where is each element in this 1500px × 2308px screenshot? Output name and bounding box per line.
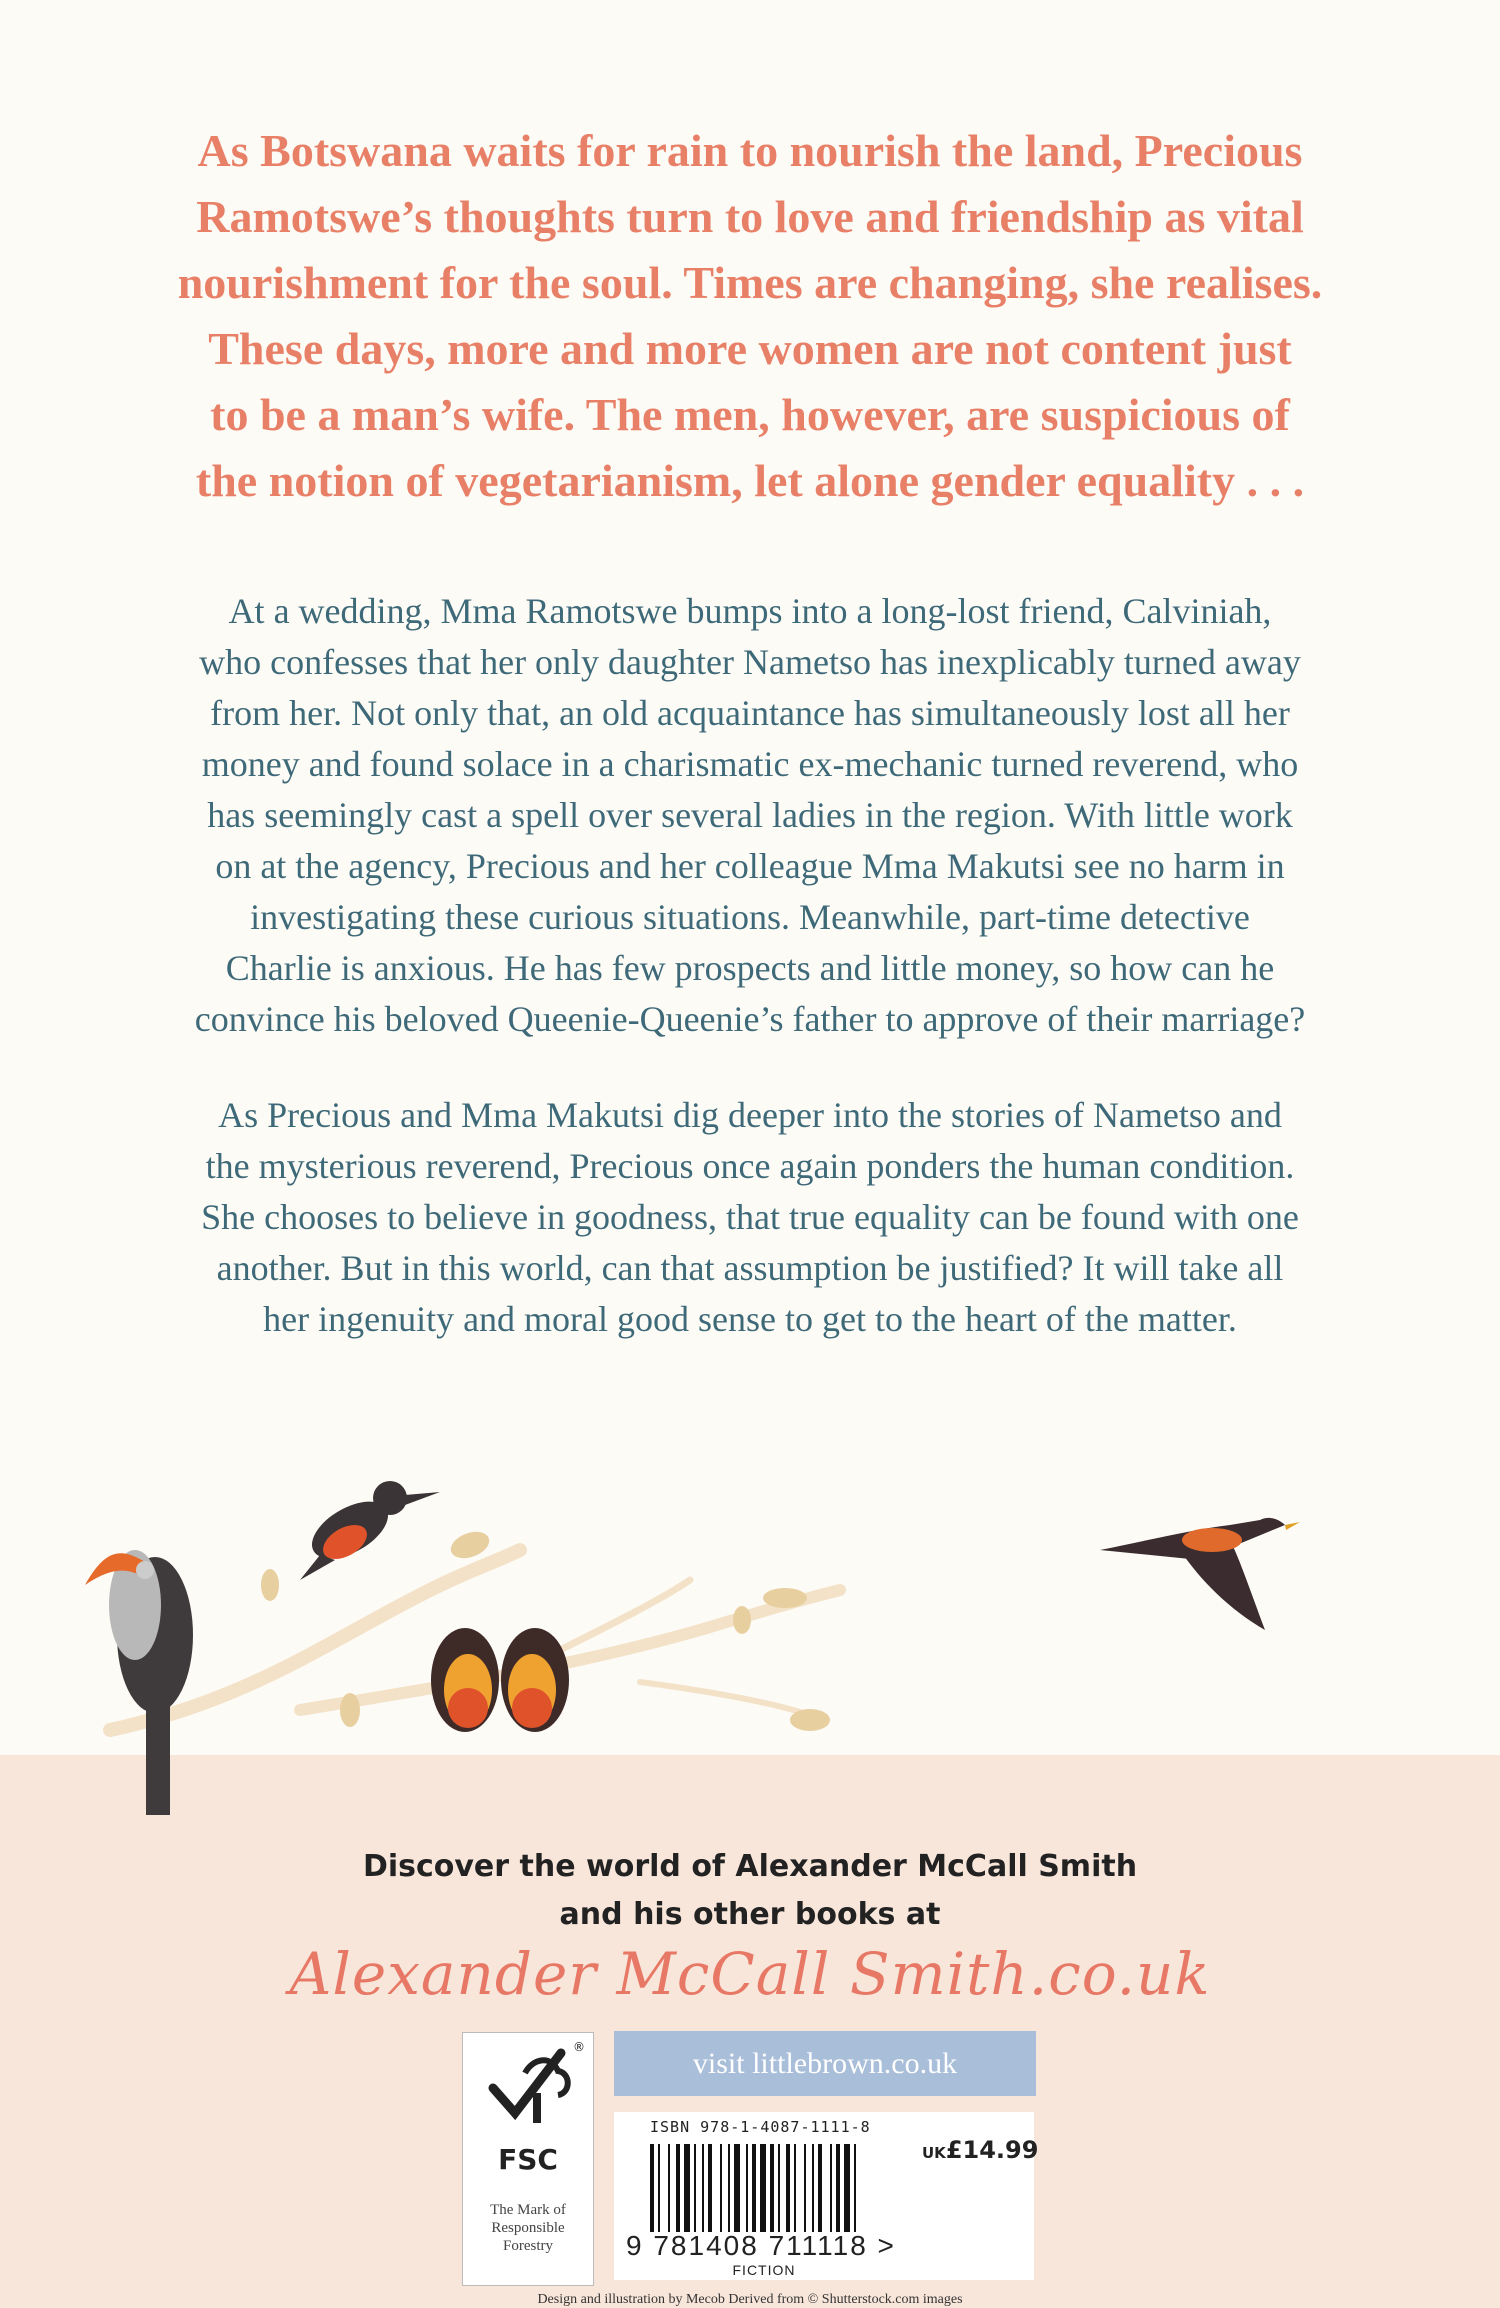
barcode-bar — [812, 2144, 814, 2232]
barcode-bar — [746, 2144, 748, 2232]
barcode-bar — [720, 2144, 722, 2232]
blurb-line: the notion of vegetarianism, let alone gender equality . . . — [195, 455, 1305, 506]
price-value: £14.99 — [945, 2136, 1039, 2164]
fsc-tagline-line: Responsible — [491, 2220, 565, 2236]
discover-text — [0, 1843, 1500, 1939]
ean-digits: 9 781408 711118 > — [626, 2230, 896, 2261]
blurb-line: nourishment for the soul. Times are changing, she realises. — [177, 257, 1323, 308]
sunbird-icon — [300, 1481, 440, 1580]
barcode-bar — [844, 2144, 850, 2232]
price-label — [922, 2136, 1038, 2164]
publisher-link[interactable]: visit littlebrown.co.uk — [614, 2031, 1036, 2096]
text-line: investigating these curious situations. Meanwhile, part-time detective — [250, 897, 1250, 937]
barcode-bar — [676, 2144, 680, 2232]
barcode-bar — [650, 2144, 654, 2232]
barcode-bar — [830, 2144, 832, 2232]
design-credit: Design and illustration by Mecob Derived from © Shutterstock.com images — [537, 2292, 963, 2307]
barcode-bar — [786, 2144, 790, 2232]
text-line: has seemingly cast a spell over several ladies in the region. With little work — [207, 795, 1293, 835]
birds-illustration — [0, 1450, 1500, 1840]
blurb-line: As Botswana waits for rain to nourish the land, Precious — [197, 125, 1303, 176]
fsc-tagline — [463, 2201, 593, 2255]
barcode-bar — [836, 2144, 840, 2232]
barcode-bar — [770, 2144, 774, 2232]
svg-text:®: ® — [573, 2040, 585, 2054]
barcode-bar — [854, 2144, 856, 2232]
discover-line: and his other books at — [559, 1897, 941, 1932]
barcode-icon — [650, 2144, 920, 2232]
text-line: convince his beloved Queenie-Queenie’s father to approve of their marriage? — [194, 999, 1306, 1039]
barcode-bar — [694, 2144, 696, 2232]
isbn-text: ISBN 978-1-4087-1111-8 — [650, 2118, 871, 2136]
text-line: from her. Not only that, an old acquaintance has simultaneously lost all her — [210, 693, 1290, 733]
price-prefix: UK — [922, 2144, 946, 2162]
barcode-bar — [804, 2144, 806, 2232]
text-line: the mysterious reverend, Precious once again ponders the human condition. — [205, 1146, 1295, 1186]
discover-line: Discover the world of Alexander McCall Smith — [362, 1849, 1138, 1884]
blurb-line: to be a man’s wife. The men, however, are suspicious of — [210, 389, 1290, 440]
barcode-bar — [658, 2144, 660, 2232]
blurb-line: These days, more and more women are not content just — [208, 323, 1292, 374]
text-line: on at the agency, Precious and her colleague Mma Makutsi see no harm in — [215, 846, 1285, 886]
synopsis-paragraph-2 — [100, 1090, 1400, 1345]
tree-checkmark-icon — [463, 2033, 593, 2143]
barcode-bar — [708, 2144, 712, 2232]
barcode-bar — [752, 2144, 756, 2232]
text-line: Charlie is anxious. He has few prospects and little money, so how can he — [225, 948, 1275, 988]
hornbill-icon — [85, 1550, 193, 1815]
blurb-line: Ramotswe’s thoughts turn to love and friendship as vital — [196, 191, 1304, 242]
flying-bird-icon — [1100, 1518, 1300, 1630]
barcode-panel — [614, 2112, 1039, 2280]
text-line: another. But in this world, can that assumption be justified? It will take all — [216, 1248, 1284, 1288]
fsc-logo — [462, 2032, 594, 2286]
barcode-bar — [818, 2144, 822, 2232]
fsc-tagline-line: The Mark of — [490, 2202, 566, 2218]
text-line: money and found solace in a charismatic ex-mechanic turned reverend, who — [201, 744, 1299, 784]
barcode-bar — [728, 2144, 730, 2232]
category-label: FICTION — [732, 2262, 796, 2278]
cover-blurb — [80, 118, 1420, 514]
text-line: At a wedding, Mma Ramotswe bumps into a long-lost friend, Calviniah, — [228, 591, 1272, 631]
barcode-bar — [684, 2144, 690, 2232]
barcode-bar — [778, 2144, 780, 2232]
barcode-bar — [702, 2144, 704, 2232]
barcode-bar — [668, 2144, 670, 2232]
text-line: She chooses to believe in goodness, that true equality can be found with one — [201, 1197, 1299, 1237]
synopsis-paragraph-1 — [100, 586, 1400, 1045]
text-line: As Precious and Mma Makutsi dig deeper into the stories of Nametso and — [218, 1095, 1282, 1135]
barcode-bar — [734, 2144, 740, 2232]
fsc-tagline-line: Forestry — [503, 2238, 553, 2254]
text-line: who confesses that her only daughter Nametso has inexplicably turned away — [199, 642, 1301, 682]
barcode-bar — [760, 2144, 766, 2232]
fsc-logo-text: FSC — [498, 2143, 558, 2176]
author-website[interactable]: Alexander McCall Smith.co.uk — [289, 1940, 1211, 2008]
barcode-bar — [794, 2144, 796, 2232]
text-line: her ingenuity and moral good sense to get to the heart of the matter. — [263, 1299, 1237, 1339]
